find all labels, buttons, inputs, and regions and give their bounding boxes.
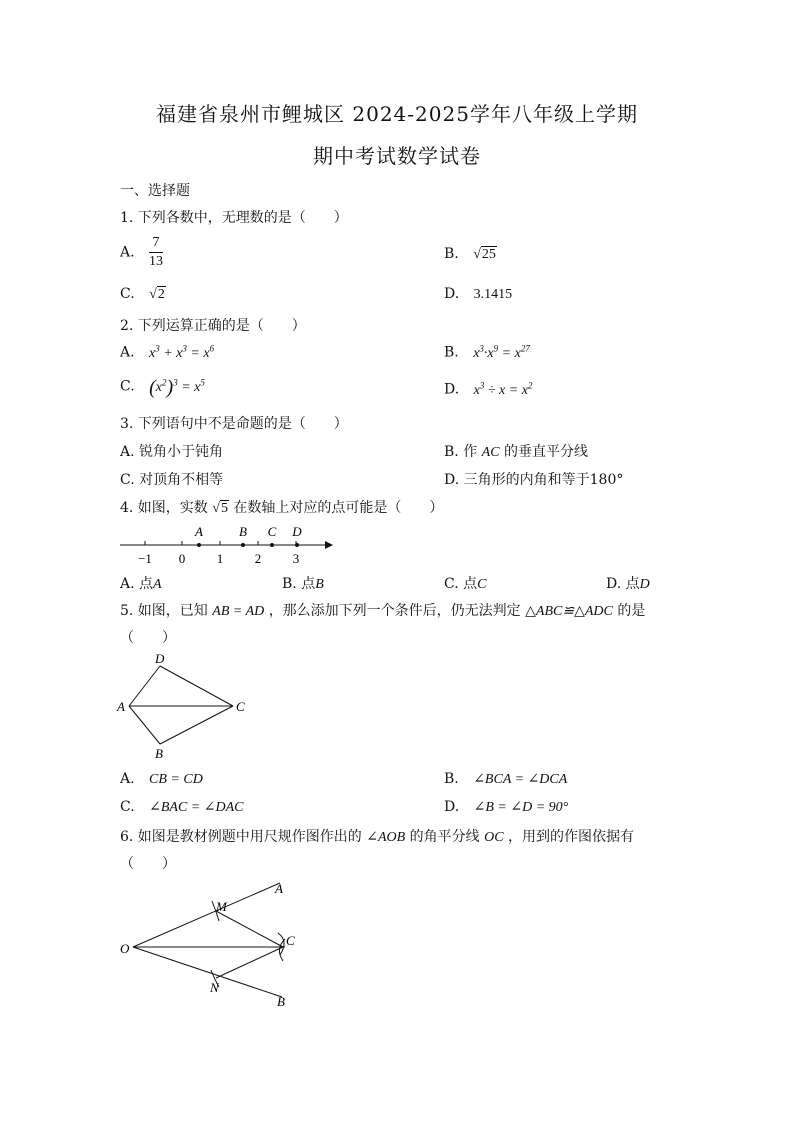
number-line-arrow: [325, 541, 333, 549]
tick-label: 2: [254, 551, 262, 566]
point-label: O: [120, 941, 130, 956]
segment-nc: [216, 947, 283, 978]
q5-option-b: B. ∠BCA = ∠DCA: [444, 771, 568, 787]
q3-option-b: B. 作 AC 的垂直平分线: [444, 444, 588, 460]
q4-option-a: A. 点A: [120, 576, 162, 592]
q1-option-d: D. 3.1415: [444, 286, 513, 302]
segment-bc: [160, 706, 233, 744]
q5-option-c: C. ∠BAC = ∠DAC: [120, 799, 244, 815]
vertex-label: B: [155, 746, 163, 761]
point-b: [241, 543, 245, 547]
q5-quadrilateral-figure: [115, 652, 255, 762]
segment-mc: [216, 911, 283, 947]
q4-option-c: C. 点C: [444, 576, 487, 592]
q2-option-d: D. $x^3 \div x = x^2$: [444, 380, 533, 398]
ray-oa: [133, 883, 280, 947]
q4-stem: 4. 如图，实数 √5 在数轴上对应的点可能是（ ）: [120, 500, 444, 516]
vertex-label: C: [236, 699, 245, 714]
section-heading: 一、选择题: [120, 183, 190, 199]
point-label: B: [277, 994, 285, 1009]
point-a: [197, 543, 201, 547]
point-d: [295, 543, 299, 547]
q2-option-a: A. $x^3 + x^3 = x^6$: [120, 343, 215, 361]
point-label: D: [292, 524, 302, 539]
tick-label: 0: [178, 551, 186, 566]
q3-option-d: D. 三角形的内角和等于180°: [444, 472, 624, 488]
q6-stem: 6. 如图是教材例题中用尺规作图作出的 ∠AOB 的角平分线 OC ，用到的作图依据有: [120, 829, 635, 845]
tick-label: −1: [138, 551, 152, 566]
q4-option-b: B. 点B: [282, 576, 324, 592]
vertex-label: A: [117, 699, 125, 714]
q2-stem: 2. 下列运算正确的是（ ）: [120, 318, 306, 334]
exam-title-line2: 期中考试数学试卷: [313, 144, 481, 168]
point-label: C: [267, 524, 277, 539]
segment-dc: [160, 666, 233, 706]
q1-option-c: C. √2: [120, 286, 165, 302]
q3-option-a: A. 锐角小于钝角: [120, 444, 224, 460]
q1-stem: 1. 下列各数中，无理数的是（ ）: [120, 210, 348, 226]
point-c: [270, 543, 274, 547]
q1-option-b: B. √25: [444, 246, 496, 262]
point-label: C: [286, 933, 295, 948]
point-label: A: [275, 881, 283, 896]
q3-option-c: C. 对顶角不相等: [120, 472, 224, 488]
point-label: M: [216, 899, 227, 914]
vertex-label: D: [155, 652, 165, 666]
q6-angle-bisector-figure: [115, 875, 315, 1015]
point-label: B: [239, 524, 247, 539]
q2-option-b: B. $x^3\cdot x^9 = x^{27}$: [444, 343, 530, 361]
fraction: $\frac{7}{13}$: [149, 235, 164, 269]
tick-label: 3: [292, 551, 300, 566]
number-line-figure: [115, 519, 340, 569]
q5-option-a: A. CB = CD: [120, 771, 203, 787]
segment-ad: [129, 666, 160, 706]
q5-option-d: D. ∠B = ∠D = 90°: [444, 799, 569, 815]
q4-option-d: D. 点D: [606, 576, 650, 592]
q5-stem: 5. 如图，已知 AB = AD ，那么添加下列一个条件后，仍无法判定 △ABC≌△ADC 的是: [120, 603, 646, 619]
point-label: A: [195, 524, 203, 539]
q1-option-a: A. $\frac{7}{13}$: [120, 235, 164, 269]
point-label: N: [210, 980, 219, 995]
segment-ab: [129, 706, 160, 744]
q5-paren: （ ）: [120, 630, 176, 646]
ray-ob: [133, 947, 282, 997]
q3-stem: 3. 下列语句中不是命题的是（ ）: [120, 416, 348, 432]
q6-paren: （ ）: [120, 856, 176, 872]
tick-label: 1: [216, 551, 224, 566]
exam-title-line1: 福建省泉州市鲤城区 2024-2025学年八年级上学期: [156, 102, 638, 126]
q2-option-c: C. $(x^2)^3 = x^5$: [120, 376, 205, 398]
